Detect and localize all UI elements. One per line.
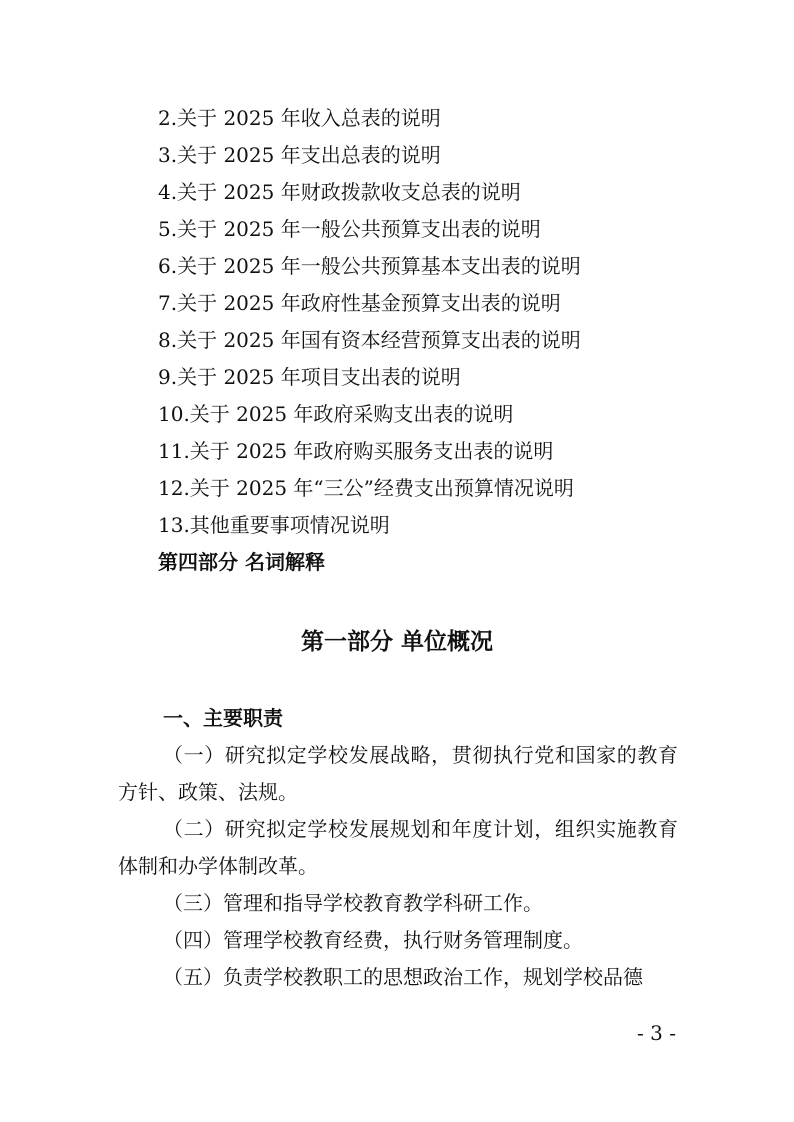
duty-paragraph: （四）管理学校教育经费，执行财务管理制度。 xyxy=(163,928,583,952)
toc-item: 4.关于 2025 年财政拨款收支总表的说明 xyxy=(158,180,521,204)
toc-item: 9.关于 2025 年项目支出表的说明 xyxy=(158,365,461,389)
toc-part-four-heading: 第四部分 名词解释 xyxy=(158,550,325,574)
duty-paragraph: （三）管理和指导学校教育教学科研工作。 xyxy=(163,891,543,915)
toc-item: 2.关于 2025 年收入总表的说明 xyxy=(158,106,441,130)
section-heading-main-duties: 一、主要职责 xyxy=(163,706,283,730)
page-number: - 3 - xyxy=(637,1021,676,1045)
toc-item: 8.关于 2025 年国有资本经营预算支出表的说明 xyxy=(158,328,581,352)
duty-paragraph: （二）研究拟定学校发展规划和年度计划，组织实施教育体制和办学体制改革。 xyxy=(118,817,678,878)
part-one-content xyxy=(118,700,678,996)
toc-item: 12.关于 2025 年“三公”经费支出预算情况说明 xyxy=(158,476,574,500)
duty-paragraph: （一）研究拟定学校发展战略，贯彻执行党和国家的教育方针、政策、法规。 xyxy=(118,743,678,804)
toc-item: 13.其他重要事项情况说明 xyxy=(158,513,390,537)
duty-paragraph: （五）负责学校教职工的思想政治工作，规划学校品德 xyxy=(163,965,643,989)
toc-item: 6.关于 2025 年一般公共预算基本支出表的说明 xyxy=(158,254,581,278)
part-one-title: 第一部分 单位概况 xyxy=(300,629,493,655)
toc-item: 3.关于 2025 年支出总表的说明 xyxy=(158,143,441,167)
toc-item: 7.关于 2025 年政府性基金预算支出表的说明 xyxy=(158,291,561,315)
toc-item: 10.关于 2025 年政府采购支出表的说明 xyxy=(158,402,514,426)
toc-item: 5.关于 2025 年一般公共预算支出表的说明 xyxy=(158,217,541,241)
table-of-contents xyxy=(158,100,718,581)
toc-item: 11.关于 2025 年政府购买服务支出表的说明 xyxy=(158,439,554,463)
